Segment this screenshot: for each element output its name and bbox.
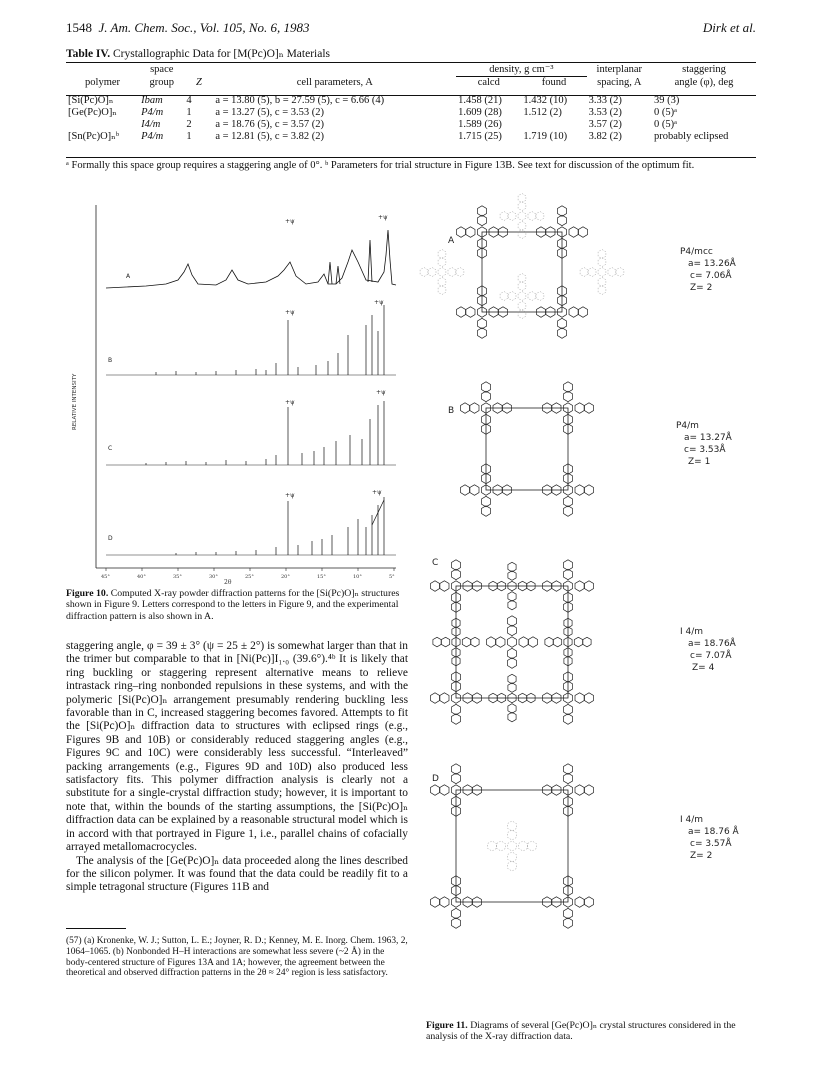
running-head <box>66 20 756 38</box>
peak-mark: +ψ <box>285 492 295 499</box>
peak-mark: +ψ <box>376 389 386 396</box>
fig11-cell-params-a: P4/mcc a= 13.26Å c= 7.06Å Z= 2 <box>680 247 736 293</box>
figure-11-caption-text: Diagrams of several [Ge(Pc)O]ₙ crystal structures considered in the analysis of the X-ray diffraction data. <box>426 1020 736 1043</box>
x-tick-label: 20° <box>281 574 290 580</box>
table-footnote: ᵃ Formally this space group requires a staggering angle of 0°. ᵇ Parameters for trial structure in Figure 13B. See text for discussion of the optimum fit. <box>66 160 695 171</box>
space-group: I 4/m <box>680 627 704 637</box>
x-axis-label: 2θ <box>224 579 232 586</box>
table-header-row-2: polymer group Z cell parameters, A calcd found spacing, A angle (φ), deg <box>85 76 734 88</box>
peak-mark: +ψ <box>285 309 295 316</box>
table-row: I4/m 2 a = 18.76 (5), c = 3.57 (2) 1.589 (26) 3.57 (2) 0 (5)ᵃ <box>141 119 678 130</box>
running-head-authors: Dirk et al. <box>702 20 756 35</box>
figure-10-caption <box>66 588 408 622</box>
peak-mark: +ψ <box>374 299 384 306</box>
figure-10-caption-text: Computed X-ray powder diffraction patterns for the [Si(Pc)O]ₙ structures shown in Figure 9. Letters correspond to the letters in Figure 9, and the experimental diffraction pattern is also shown in A. <box>66 588 400 622</box>
space-group: P4/mcc <box>680 247 713 257</box>
table-caption-text: Crystallographic Data for [M(Pc)O]ₙ Materials <box>112 48 331 60</box>
pattern-d <box>106 497 396 555</box>
x-tick-label: 25° <box>245 574 254 580</box>
peak-mark: +ψ <box>285 399 295 406</box>
figure-11-caption <box>426 1020 756 1043</box>
table-header-row-1: space density, g cm⁻³ interplanar staggering <box>150 64 726 75</box>
fig11-panel-letter-d: D <box>432 774 439 784</box>
pattern-a-trace <box>106 230 396 288</box>
page-number: 1548 <box>66 20 92 35</box>
journal-citation: J. Am. Chem. Soc., Vol. 105, No. 6, 1983 <box>98 20 310 35</box>
panel-label-b: B <box>108 357 113 364</box>
x-tick-label: 35° <box>173 574 182 580</box>
table-caption <box>66 46 756 60</box>
pattern-b <box>106 305 396 375</box>
reference-footnote: (57) (a) Kronenke, W. J.; Sutton, L. E.; Joyner, R. D.; Kenney, M. E. Inorg. Chem. 1963, 2, 1064–1065. (b) Nonbonded H–H interactions are somewhat less severe (~2 Å) in the body-centered structure of Figures 13A and 1A; however, the agreement between the theoretical and observed diffraction patterns in the 2θ ≈ 24° region is less satisfactory. <box>66 936 408 979</box>
table-row: [Ge(Pc)O]ₙ P4/m 1 a = 13.27 (5), c = 3.53 (2) 1.609 (28) 1.512 (2) 3.53 (2) 0 (5)ᵃ <box>68 107 678 118</box>
x-tick-label: 5° <box>389 574 395 580</box>
table-top-rule <box>66 62 756 63</box>
figure-11-caption-label: Figure 11. <box>426 1020 468 1031</box>
space-group: I 4/m <box>680 815 704 825</box>
table-row: [Sn(Pc)O]ₙᵇ P4/m 1 a = 12.81 (5), c = 3.82 (2) 1.715 (25) 1.719 (10) 3.82 (2) probably eclipsed <box>68 131 729 142</box>
fig11-panel-letter-a: A <box>448 236 455 246</box>
panel-label-c: C <box>108 445 113 452</box>
space-group: P4/m <box>676 421 699 431</box>
panel-label-d: D <box>108 535 113 542</box>
footnote-rule <box>66 928 126 929</box>
table-caption-label: Table IV. <box>66 48 111 60</box>
table-bottom-rule <box>66 157 756 158</box>
figure-10-diffraction-plot <box>66 200 406 585</box>
peak-mark: +ψ <box>378 214 388 221</box>
crystallographic-table <box>66 64 756 143</box>
x-tick-label: 40° <box>137 574 146 580</box>
body-text <box>66 640 408 895</box>
figure-11-structure-diagrams <box>420 196 670 966</box>
peak-mark: +ψ <box>372 489 382 496</box>
fig11-cell-params-d: I 4/m a= 18.76 Å c= 3.57Å Z= 2 <box>680 815 739 861</box>
pattern-c <box>106 401 396 465</box>
figure-10-caption-label: Figure 10. <box>66 588 109 599</box>
panel-label-a: A <box>126 273 131 280</box>
x-tick-label: 45° <box>101 574 110 580</box>
x-tick-label: 30° <box>209 574 218 580</box>
fig11-panel-letter-b: B <box>448 406 455 416</box>
x-tick-label: 10° <box>353 574 362 580</box>
peak-mark: +ψ <box>285 218 295 225</box>
x-tick-label: 15° <box>317 574 326 580</box>
fig11-cell-params-b: P4/m a= 13.27Å c= 3.53Å Z= 1 <box>676 421 732 467</box>
table-row: [Si(Pc)O]ₙ Ibam 4 a = 13.80 (5), b = 27.59 (5), c = 6.66 (4) 1.458 (21) 1.432 (10) 3.33 (2) 39 (3) <box>68 95 680 106</box>
fig11-cell-params-c: I 4/m a= 18.76Å c= 7.07Å Z= 4 <box>680 627 736 673</box>
body-paragraph: The analysis of the [Ge(Pc)O]ₙ data proceeded along the lines described for the silicon polymer. It was found that the data could be readily fit to a simple tetragonal structure (Figures 11B and <box>66 854 408 894</box>
y-axis-label: RELATIVE INTENSITY <box>72 373 78 430</box>
body-paragraph: staggering angle, φ = 39 ± 3° (ψ = 25 ± 2°) is somewhat larger than that in the trimer but comparable to that in [Ni(Pc)]I₁.₀ (39.6°).⁴ᵇ It is likely that ring buckling or staggering represent alternative means to relieve intrastack ring–ring nonbonded repulsions in these systems, and with the polymeric [Si(Pc)O]ₙ arrangement presumably rendering buckling less favorable than in C, increased staggering becomes favored. Attempts to fit the [Si(Pc)O]ₙ diffraction data to structures with eclipsed rings (e.g., Figures 9B and 10B) or considerably reduced staggering angles (e.g., Figures 9C and 10C) were considerably less successful. “Interleaved” packing arrangements (e.g., Figures 9D and 10D) also produced less satisfactory fits. This polymer diffraction analysis is clearly not a substitute for a single-crystal diffraction study; however, it is important to note that, within the bounds of the starting assumptions, the [Si(Pc)O]ₙ diffraction data can be explained by a reasonable structural model which is in accord with that portrayed in Figure 1, i.e., parallel chains of cofacially arrayed metallomacrocycles. <box>66 640 408 854</box>
fig11-panel-letter-c: C <box>432 558 439 568</box>
